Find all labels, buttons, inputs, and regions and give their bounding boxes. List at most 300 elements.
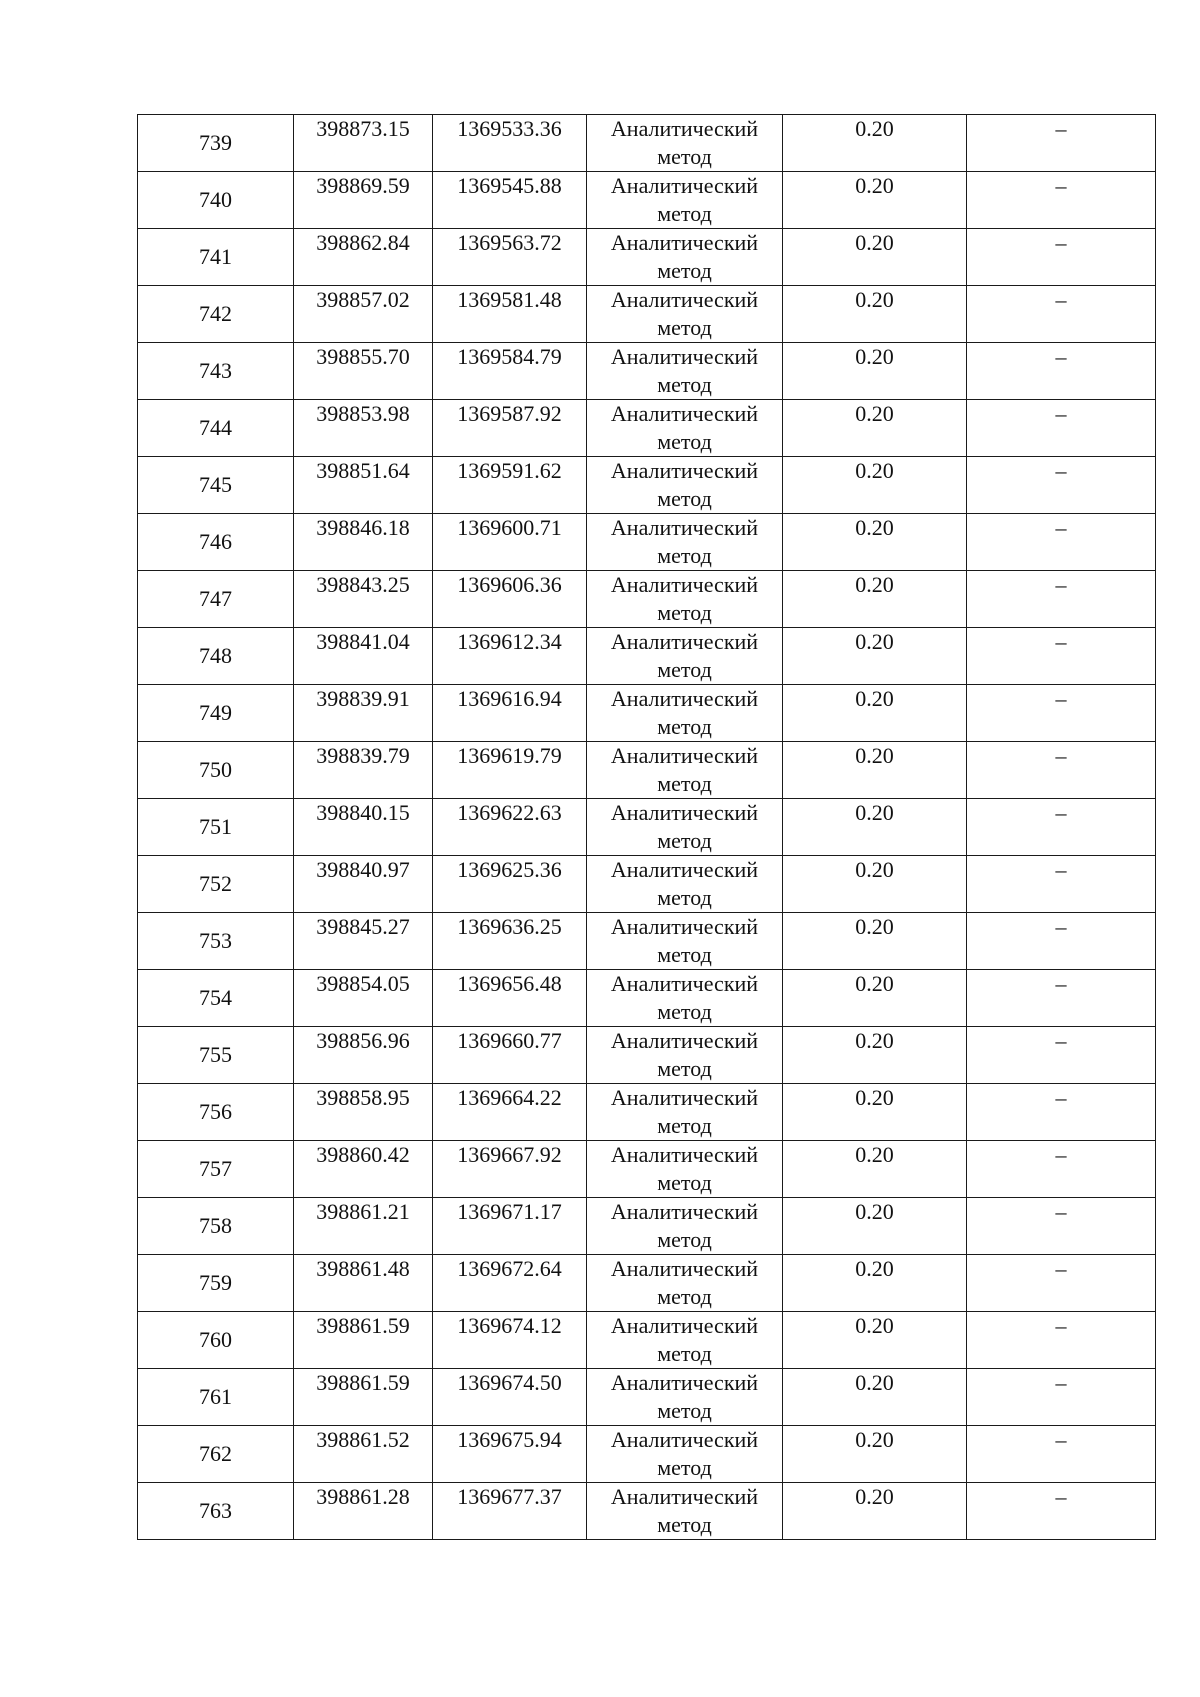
accuracy-text: 0.20 <box>855 971 894 996</box>
point-number-cell <box>138 286 294 343</box>
note-text: – <box>1055 1028 1067 1053</box>
accuracy-cell <box>783 1312 967 1369</box>
point-number-cell <box>138 1483 294 1540</box>
table-row <box>138 913 1156 970</box>
table-row <box>138 1141 1156 1198</box>
accuracy-text: 0.20 <box>855 1142 894 1167</box>
accuracy-text: 0.20 <box>855 116 894 141</box>
accuracy-cell <box>783 856 967 913</box>
y-coordinate-text: 1369533.36 <box>457 116 562 141</box>
x-coordinate-cell <box>294 229 433 286</box>
note-text: – <box>1055 1484 1067 1509</box>
accuracy-cell <box>783 1141 967 1198</box>
point-number-text: 747 <box>199 586 232 611</box>
method-cell <box>587 286 783 343</box>
note-text: – <box>1055 572 1067 597</box>
y-coordinate-text: 1369581.48 <box>457 287 562 312</box>
note-cell <box>967 742 1156 799</box>
accuracy-text: 0.20 <box>855 230 894 255</box>
y-coordinate-text: 1369563.72 <box>457 230 562 255</box>
method-text: Аналитический метод <box>610 401 759 454</box>
accuracy-text: 0.20 <box>855 800 894 825</box>
x-coordinate-cell <box>294 742 433 799</box>
table-row <box>138 970 1156 1027</box>
method-text: Аналитический метод <box>610 1085 759 1138</box>
accuracy-text: 0.20 <box>855 1484 894 1509</box>
x-coordinate-text: 398839.79 <box>316 743 410 768</box>
table-row <box>138 856 1156 913</box>
accuracy-cell <box>783 685 967 742</box>
method-text: Аналитический метод <box>610 116 759 169</box>
point-number-cell <box>138 1312 294 1369</box>
y-coordinate-cell <box>433 229 587 286</box>
x-coordinate-cell <box>294 913 433 970</box>
note-cell <box>967 400 1156 457</box>
note-cell <box>967 1312 1156 1369</box>
note-cell <box>967 1027 1156 1084</box>
y-coordinate-cell <box>433 457 587 514</box>
note-text: – <box>1055 629 1067 654</box>
note-text: – <box>1055 1370 1067 1395</box>
method-text: Аналитический метод <box>610 458 759 511</box>
point-number-cell <box>138 343 294 400</box>
y-coordinate-cell <box>433 1426 587 1483</box>
y-coordinate-cell <box>433 172 587 229</box>
note-text: – <box>1055 1256 1067 1281</box>
point-number-text: 748 <box>199 643 232 668</box>
note-text: – <box>1055 800 1067 825</box>
point-number-text: 752 <box>199 871 232 896</box>
method-text: Аналитический метод <box>610 857 759 910</box>
accuracy-text: 0.20 <box>855 572 894 597</box>
accuracy-cell <box>783 1369 967 1426</box>
x-coordinate-text: 398860.42 <box>316 1142 410 1167</box>
note-cell <box>967 172 1156 229</box>
x-coordinate-text: 398861.59 <box>316 1313 410 1338</box>
table-row <box>138 400 1156 457</box>
accuracy-text: 0.20 <box>855 401 894 426</box>
point-number-text: 751 <box>199 814 232 839</box>
x-coordinate-cell <box>294 571 433 628</box>
method-text: Аналитический метод <box>610 344 759 397</box>
y-coordinate-cell <box>433 286 587 343</box>
method-cell <box>587 172 783 229</box>
method-cell <box>587 799 783 856</box>
accuracy-cell <box>783 1027 967 1084</box>
x-coordinate-cell <box>294 1255 433 1312</box>
point-number-cell <box>138 1027 294 1084</box>
y-coordinate-text: 1369660.77 <box>457 1028 562 1053</box>
note-text: – <box>1055 1085 1067 1110</box>
x-coordinate-text: 398840.15 <box>316 800 410 825</box>
accuracy-cell <box>783 913 967 970</box>
x-coordinate-cell <box>294 1027 433 1084</box>
accuracy-text: 0.20 <box>855 1313 894 1338</box>
method-text: Аналитический метод <box>610 686 759 739</box>
method-cell <box>587 628 783 685</box>
note-text: – <box>1055 401 1067 426</box>
note-text: – <box>1055 116 1067 141</box>
note-text: – <box>1055 515 1067 540</box>
table-row <box>138 172 1156 229</box>
note-cell <box>967 571 1156 628</box>
y-coordinate-cell <box>433 856 587 913</box>
method-cell <box>587 913 783 970</box>
y-coordinate-cell <box>433 343 587 400</box>
point-number-text: 744 <box>199 415 232 440</box>
method-cell <box>587 115 783 172</box>
method-cell <box>587 1084 783 1141</box>
table-row <box>138 457 1156 514</box>
y-coordinate-cell <box>433 970 587 1027</box>
method-cell <box>587 1483 783 1540</box>
accuracy-cell <box>783 1483 967 1540</box>
y-coordinate-text: 1369587.92 <box>457 401 562 426</box>
accuracy-cell <box>783 172 967 229</box>
x-coordinate-text: 398851.64 <box>316 458 410 483</box>
x-coordinate-text: 398862.84 <box>316 230 410 255</box>
x-coordinate-cell <box>294 1198 433 1255</box>
y-coordinate-text: 1369600.71 <box>457 515 562 540</box>
accuracy-text: 0.20 <box>855 1199 894 1224</box>
x-coordinate-cell <box>294 1084 433 1141</box>
method-cell <box>587 1369 783 1426</box>
note-text: – <box>1055 914 1067 939</box>
note-cell <box>967 514 1156 571</box>
method-cell <box>587 400 783 457</box>
y-coordinate-cell <box>433 1198 587 1255</box>
method-text: Аналитический метод <box>610 1313 759 1366</box>
note-cell <box>967 1255 1156 1312</box>
accuracy-text: 0.20 <box>855 686 894 711</box>
x-coordinate-cell <box>294 856 433 913</box>
accuracy-cell <box>783 343 967 400</box>
note-text: – <box>1055 971 1067 996</box>
point-number-text: 757 <box>199 1156 232 1181</box>
note-text: – <box>1055 173 1067 198</box>
method-text: Аналитический метод <box>610 743 759 796</box>
method-cell <box>587 685 783 742</box>
method-cell <box>587 571 783 628</box>
method-cell <box>587 1141 783 1198</box>
accuracy-text: 0.20 <box>855 173 894 198</box>
x-coordinate-text: 398861.48 <box>316 1256 410 1281</box>
x-coordinate-cell <box>294 970 433 1027</box>
y-coordinate-text: 1369664.22 <box>457 1085 562 1110</box>
table-row <box>138 115 1156 172</box>
x-coordinate-cell <box>294 286 433 343</box>
table-row <box>138 1369 1156 1426</box>
note-text: – <box>1055 287 1067 312</box>
point-number-text: 762 <box>199 1441 232 1466</box>
note-cell <box>967 799 1156 856</box>
x-coordinate-text: 398840.97 <box>316 857 410 882</box>
point-number-text: 756 <box>199 1099 232 1124</box>
x-coordinate-cell <box>294 172 433 229</box>
y-coordinate-cell <box>433 742 587 799</box>
point-number-text: 746 <box>199 529 232 554</box>
y-coordinate-cell <box>433 1141 587 1198</box>
x-coordinate-text: 398857.02 <box>316 287 410 312</box>
accuracy-text: 0.20 <box>855 1427 894 1452</box>
method-text: Аналитический метод <box>610 1142 759 1195</box>
note-cell <box>967 286 1156 343</box>
point-number-cell <box>138 457 294 514</box>
accuracy-cell <box>783 742 967 799</box>
method-cell <box>587 1312 783 1369</box>
y-coordinate-cell <box>433 799 587 856</box>
x-coordinate-text: 398854.05 <box>316 971 410 996</box>
point-number-cell <box>138 400 294 457</box>
note-cell <box>967 229 1156 286</box>
note-cell <box>967 343 1156 400</box>
x-coordinate-cell <box>294 1369 433 1426</box>
method-text: Аналитический метод <box>610 287 759 340</box>
method-text: Аналитический метод <box>610 1028 759 1081</box>
x-coordinate-text: 398845.27 <box>316 914 410 939</box>
table-row <box>138 1426 1156 1483</box>
x-coordinate-cell <box>294 514 433 571</box>
point-number-cell <box>138 742 294 799</box>
y-coordinate-text: 1369667.92 <box>457 1142 562 1167</box>
note-cell <box>967 1426 1156 1483</box>
y-coordinate-cell <box>433 1369 587 1426</box>
note-cell <box>967 685 1156 742</box>
method-text: Аналитический метод <box>610 173 759 226</box>
y-coordinate-text: 1369584.79 <box>457 344 562 369</box>
accuracy-text: 0.20 <box>855 344 894 369</box>
note-cell <box>967 1141 1156 1198</box>
point-number-text: 741 <box>199 244 232 269</box>
method-cell <box>587 970 783 1027</box>
table-row <box>138 742 1156 799</box>
method-text: Аналитический метод <box>610 971 759 1024</box>
point-number-cell <box>138 229 294 286</box>
accuracy-cell <box>783 628 967 685</box>
method-text: Аналитический метод <box>610 230 759 283</box>
method-cell <box>587 229 783 286</box>
x-coordinate-text: 398856.96 <box>316 1028 410 1053</box>
point-number-text: 755 <box>199 1042 232 1067</box>
point-number-text: 763 <box>199 1498 232 1523</box>
x-coordinate-cell <box>294 799 433 856</box>
accuracy-text: 0.20 <box>855 857 894 882</box>
table-row <box>138 286 1156 343</box>
point-number-text: 745 <box>199 472 232 497</box>
method-text: Аналитический метод <box>610 515 759 568</box>
method-cell <box>587 343 783 400</box>
x-coordinate-cell <box>294 115 433 172</box>
point-number-text: 743 <box>199 358 232 383</box>
y-coordinate-text: 1369672.64 <box>457 1256 562 1281</box>
point-number-cell <box>138 1141 294 1198</box>
method-text: Аналитический метод <box>610 1199 759 1252</box>
x-coordinate-text: 398853.98 <box>316 401 410 426</box>
method-text: Аналитический метод <box>610 1427 759 1480</box>
accuracy-cell <box>783 229 967 286</box>
point-number-cell <box>138 799 294 856</box>
x-coordinate-cell <box>294 1483 433 1540</box>
point-number-cell <box>138 514 294 571</box>
accuracy-text: 0.20 <box>855 914 894 939</box>
y-coordinate-cell <box>433 400 587 457</box>
table-row <box>138 1084 1156 1141</box>
y-coordinate-text: 1369616.94 <box>457 686 562 711</box>
accuracy-cell <box>783 115 967 172</box>
point-number-text: 753 <box>199 928 232 953</box>
y-coordinate-cell <box>433 1027 587 1084</box>
accuracy-cell <box>783 1084 967 1141</box>
point-number-cell <box>138 571 294 628</box>
y-coordinate-cell <box>433 514 587 571</box>
x-coordinate-text: 398855.70 <box>316 344 410 369</box>
x-coordinate-cell <box>294 400 433 457</box>
point-number-cell <box>138 1084 294 1141</box>
x-coordinate-text: 398861.52 <box>316 1427 410 1452</box>
note-text: – <box>1055 857 1067 882</box>
y-coordinate-text: 1369622.63 <box>457 800 562 825</box>
accuracy-cell <box>783 457 967 514</box>
table-row <box>138 1255 1156 1312</box>
note-cell <box>967 457 1156 514</box>
y-coordinate-text: 1369674.50 <box>457 1370 562 1395</box>
point-number-cell <box>138 1426 294 1483</box>
method-text: Аналитический метод <box>610 800 759 853</box>
point-number-text: 742 <box>199 301 232 326</box>
table-row <box>138 514 1156 571</box>
accuracy-cell <box>783 400 967 457</box>
table-row <box>138 571 1156 628</box>
method-cell <box>587 514 783 571</box>
y-coordinate-cell <box>433 1084 587 1141</box>
accuracy-cell <box>783 1255 967 1312</box>
note-cell <box>967 1369 1156 1426</box>
table-row <box>138 1483 1156 1540</box>
note-cell <box>967 913 1156 970</box>
y-coordinate-text: 1369606.36 <box>457 572 562 597</box>
table-row <box>138 1027 1156 1084</box>
point-number-cell <box>138 913 294 970</box>
accuracy-text: 0.20 <box>855 1256 894 1281</box>
x-coordinate-cell <box>294 457 433 514</box>
x-coordinate-text: 398861.28 <box>316 1484 410 1509</box>
method-cell <box>587 1426 783 1483</box>
table-row <box>138 799 1156 856</box>
accuracy-cell <box>783 286 967 343</box>
note-text: – <box>1055 458 1067 483</box>
y-coordinate-text: 1369625.36 <box>457 857 562 882</box>
accuracy-text: 0.20 <box>855 1370 894 1395</box>
point-number-cell <box>138 1369 294 1426</box>
note-cell <box>967 1483 1156 1540</box>
y-coordinate-text: 1369674.12 <box>457 1313 562 1338</box>
x-coordinate-text: 398858.95 <box>316 1085 410 1110</box>
point-number-cell <box>138 1198 294 1255</box>
y-coordinate-text: 1369675.94 <box>457 1427 562 1452</box>
y-coordinate-cell <box>433 1312 587 1369</box>
method-text: Аналитический метод <box>610 1256 759 1309</box>
table-row <box>138 343 1156 400</box>
y-coordinate-cell <box>433 913 587 970</box>
method-text: Аналитический метод <box>610 914 759 967</box>
note-cell <box>967 1198 1156 1255</box>
note-cell <box>967 856 1156 913</box>
point-number-cell <box>138 856 294 913</box>
note-text: – <box>1055 230 1067 255</box>
accuracy-text: 0.20 <box>855 515 894 540</box>
coordinates-table <box>137 114 1156 1540</box>
x-coordinate-cell <box>294 685 433 742</box>
method-cell <box>587 1198 783 1255</box>
accuracy-cell <box>783 1426 967 1483</box>
accuracy-text: 0.20 <box>855 1085 894 1110</box>
point-number-cell <box>138 115 294 172</box>
y-coordinate-cell <box>433 115 587 172</box>
point-number-text: 750 <box>199 757 232 782</box>
accuracy-text: 0.20 <box>855 1028 894 1053</box>
note-text: – <box>1055 1199 1067 1224</box>
note-text: – <box>1055 686 1067 711</box>
note-cell <box>967 970 1156 1027</box>
method-cell <box>587 742 783 799</box>
table-row <box>138 229 1156 286</box>
method-cell <box>587 856 783 913</box>
x-coordinate-cell <box>294 1312 433 1369</box>
method-cell <box>587 457 783 514</box>
note-text: – <box>1055 743 1067 768</box>
point-number-cell <box>138 628 294 685</box>
method-text: Аналитический метод <box>610 572 759 625</box>
y-coordinate-text: 1369636.25 <box>457 914 562 939</box>
y-coordinate-cell <box>433 1483 587 1540</box>
y-coordinate-text: 1369545.88 <box>457 173 562 198</box>
note-cell <box>967 1084 1156 1141</box>
y-coordinate-text: 1369656.48 <box>457 971 562 996</box>
y-coordinate-text: 1369591.62 <box>457 458 562 483</box>
point-number-text: 749 <box>199 700 232 725</box>
method-cell <box>587 1027 783 1084</box>
method-text: Аналитический метод <box>610 1370 759 1423</box>
x-coordinate-text: 398839.91 <box>316 686 410 711</box>
note-cell <box>967 115 1156 172</box>
accuracy-text: 0.20 <box>855 629 894 654</box>
method-cell <box>587 1255 783 1312</box>
x-coordinate-text: 398861.21 <box>316 1199 410 1224</box>
y-coordinate-text: 1369671.17 <box>457 1199 562 1224</box>
x-coordinate-cell <box>294 1141 433 1198</box>
point-number-text: 739 <box>199 130 232 155</box>
table-row <box>138 685 1156 742</box>
method-text: Аналитический метод <box>610 1484 759 1537</box>
method-text: Аналитический метод <box>610 629 759 682</box>
table-row <box>138 1312 1156 1369</box>
y-coordinate-cell <box>433 571 587 628</box>
accuracy-text: 0.20 <box>855 743 894 768</box>
table-row <box>138 1198 1156 1255</box>
x-coordinate-text: 398843.25 <box>316 572 410 597</box>
point-number-cell <box>138 970 294 1027</box>
point-number-cell <box>138 685 294 742</box>
accuracy-cell <box>783 799 967 856</box>
x-coordinate-text: 398869.59 <box>316 173 410 198</box>
coordinates-table-body <box>138 115 1156 1540</box>
y-coordinate-cell <box>433 1255 587 1312</box>
note-text: – <box>1055 344 1067 369</box>
x-coordinate-text: 398846.18 <box>316 515 410 540</box>
y-coordinate-cell <box>433 628 587 685</box>
accuracy-cell <box>783 571 967 628</box>
accuracy-text: 0.20 <box>855 287 894 312</box>
